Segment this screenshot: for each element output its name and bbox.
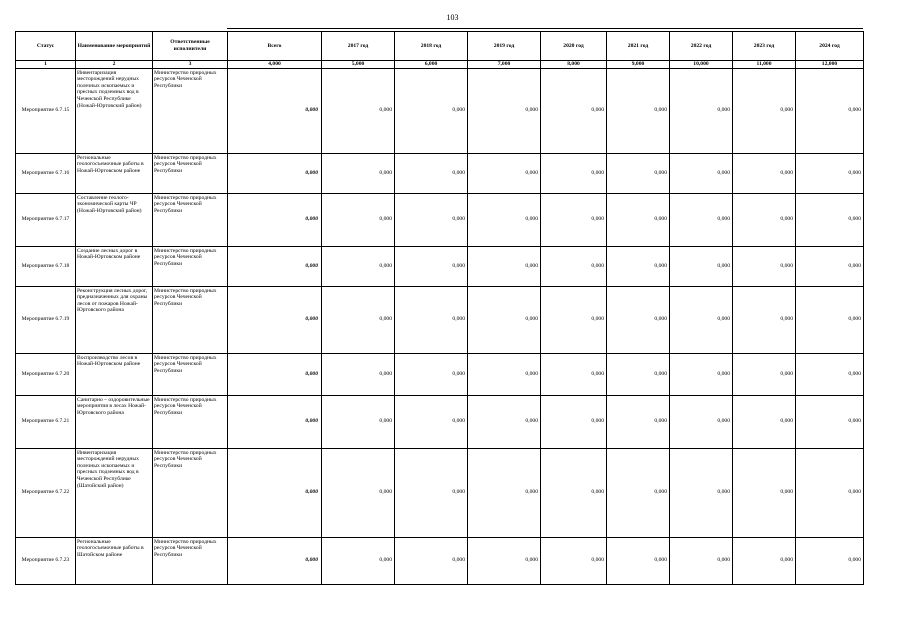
header-year: 2018 год bbox=[395, 32, 468, 61]
row-year-value: 0,000 bbox=[670, 246, 733, 286]
row-total: 0,000 bbox=[228, 448, 322, 537]
row-year-value: 0,000 bbox=[796, 353, 864, 395]
row-year-value: 0,000 bbox=[468, 193, 541, 246]
row-year-value: 0,000 bbox=[670, 448, 733, 537]
row-year-value: 0,000 bbox=[607, 68, 670, 153]
row-year-value: 0,000 bbox=[796, 193, 864, 246]
row-year-value: 0,000 bbox=[468, 68, 541, 153]
table-row bbox=[16, 153, 864, 193]
row-executor: Министерство природных ресурсов Чеченской Республики bbox=[153, 153, 228, 193]
row-year-value: 0,000 bbox=[541, 353, 607, 395]
row-year-value: 0,000 bbox=[733, 448, 796, 537]
header-year: 2017 год bbox=[322, 32, 395, 61]
column-number-row bbox=[16, 61, 864, 69]
row-status: Мероприятие 6.7.21 bbox=[16, 395, 76, 448]
column-number: 11,000 bbox=[733, 61, 796, 69]
row-year-value: 0,000 bbox=[541, 153, 607, 193]
header-executor: Ответственные исполнители bbox=[153, 32, 228, 61]
column-number: 3 bbox=[153, 61, 228, 69]
row-executor: Министерство природных ресурсов Чеченской Республики bbox=[153, 537, 228, 584]
row-year-value: 0,000 bbox=[733, 193, 796, 246]
row-year-value: 0,000 bbox=[796, 537, 864, 584]
row-year-value: 0,000 bbox=[395, 153, 468, 193]
row-executor: Министерство природных ресурсов Чеченской Республики bbox=[153, 246, 228, 286]
row-name: Создание лесных дорог в Ножай-Юртовском районе bbox=[76, 246, 153, 286]
row-year-value: 0,000 bbox=[796, 395, 864, 448]
row-executor: Министерство природных ресурсов Чеченской Республики bbox=[153, 286, 228, 353]
row-executor: Министерство природных ресурсов Чеченской Республики bbox=[153, 193, 228, 246]
row-total: 0,000 bbox=[228, 246, 322, 286]
row-year-value: 0,000 bbox=[468, 395, 541, 448]
row-name: Региональные геологосъемочные работы в Ножай-Юртовском районе bbox=[76, 153, 153, 193]
row-year-value: 0,000 bbox=[395, 286, 468, 353]
row-status: Мероприятие 6.7.20 bbox=[16, 353, 76, 395]
row-year-value: 0,000 bbox=[468, 537, 541, 584]
row-year-value: 0,000 bbox=[395, 395, 468, 448]
row-year-value: 0,000 bbox=[468, 286, 541, 353]
row-year-value: 0,000 bbox=[395, 246, 468, 286]
row-year-value: 0,000 bbox=[541, 448, 607, 537]
row-year-value: 0,000 bbox=[322, 537, 395, 584]
row-status: Мероприятие 6.7.22 bbox=[16, 448, 76, 537]
row-year-value: 0,000 bbox=[607, 537, 670, 584]
header-year: 2021 год bbox=[607, 32, 670, 61]
row-year-value: 0,000 bbox=[607, 286, 670, 353]
row-year-value: 0,000 bbox=[733, 353, 796, 395]
row-total: 0,000 bbox=[228, 286, 322, 353]
header-year: 2020 год bbox=[541, 32, 607, 61]
row-year-value: 0,000 bbox=[607, 193, 670, 246]
row-total: 0,000 bbox=[228, 153, 322, 193]
header-total: Всего bbox=[228, 32, 322, 61]
table-row bbox=[16, 246, 864, 286]
row-status: Мероприятие 6.7.19 bbox=[16, 286, 76, 353]
row-executor: Министерство природных ресурсов Чеченской Республики bbox=[153, 448, 228, 537]
row-year-value: 0,000 bbox=[541, 395, 607, 448]
row-name: Инвентаризация месторождений нерудных полезных ископаемых и пресных подземных вод в Чеченской Республике (Ножай-Юртовский район) bbox=[76, 68, 153, 153]
row-year-value: 0,000 bbox=[322, 193, 395, 246]
table-row bbox=[16, 395, 864, 448]
row-year-value: 0,000 bbox=[796, 246, 864, 286]
row-year-value: 0,000 bbox=[395, 193, 468, 246]
row-executor: Министерство природных ресурсов Чеченской Республики bbox=[153, 68, 228, 153]
row-status: Мероприятие 6.7.15 bbox=[16, 68, 76, 153]
row-name: Составление геолого-экономической карты ЧР (Ножай-Юртовский район) bbox=[76, 193, 153, 246]
row-year-value: 0,000 bbox=[468, 246, 541, 286]
row-year-value: 0,000 bbox=[670, 286, 733, 353]
row-name: Воспроизводство лесов в Ножай-Юртовском районе bbox=[76, 353, 153, 395]
table-row bbox=[16, 448, 864, 537]
row-year-value: 0,000 bbox=[322, 68, 395, 153]
row-year-value: 0,000 bbox=[322, 246, 395, 286]
column-number: 10,000 bbox=[670, 61, 733, 69]
row-year-value: 0,000 bbox=[541, 246, 607, 286]
column-number: 9,000 bbox=[607, 61, 670, 69]
program-table bbox=[15, 31, 864, 585]
row-year-value: 0,000 bbox=[607, 395, 670, 448]
row-year-value: 0,000 bbox=[607, 353, 670, 395]
row-year-value: 0,000 bbox=[395, 353, 468, 395]
row-year-value: 0,000 bbox=[395, 68, 468, 153]
row-year-value: 0,000 bbox=[796, 68, 864, 153]
row-year-value: 0,000 bbox=[468, 353, 541, 395]
row-year-value: 0,000 bbox=[468, 448, 541, 537]
page-number: 103 bbox=[446, 13, 459, 22]
row-year-value: 0,000 bbox=[733, 68, 796, 153]
header-year: 2023 год bbox=[733, 32, 796, 61]
row-year-value: 0,000 bbox=[395, 537, 468, 584]
header-name: Наименование мероприятий bbox=[76, 32, 153, 61]
row-year-value: 0,000 bbox=[733, 153, 796, 193]
row-year-value: 0,000 bbox=[607, 448, 670, 537]
row-year-value: 0,000 bbox=[541, 286, 607, 353]
column-number: 2 bbox=[76, 61, 153, 69]
row-year-value: 0,000 bbox=[670, 353, 733, 395]
row-year-value: 0,000 bbox=[733, 537, 796, 584]
row-year-value: 0,000 bbox=[468, 153, 541, 193]
table-row bbox=[16, 537, 864, 584]
row-year-value: 0,000 bbox=[796, 448, 864, 537]
row-status: Мероприятие 6.7.16 bbox=[16, 153, 76, 193]
column-number: 8,000 bbox=[541, 61, 607, 69]
header-status: Статус bbox=[16, 32, 76, 61]
row-total: 0,000 bbox=[228, 68, 322, 153]
row-status: Мероприятие 6.7.23 bbox=[16, 537, 76, 584]
row-year-value: 0,000 bbox=[322, 286, 395, 353]
table-row bbox=[16, 353, 864, 395]
row-status: Мероприятие 6.7.18 bbox=[16, 246, 76, 286]
row-year-value: 0,000 bbox=[670, 193, 733, 246]
row-total: 0,000 bbox=[228, 395, 322, 448]
row-total: 0,000 bbox=[228, 193, 322, 246]
row-name: Инвентаризация месторождений нерудных полезных ископаемых и пресных подземных вод в Чеченской Республике (Шатойский район) bbox=[76, 448, 153, 537]
row-year-value: 0,000 bbox=[733, 395, 796, 448]
row-year-value: 0,000 bbox=[322, 353, 395, 395]
table-body bbox=[16, 68, 864, 584]
row-name: Реконструкция лесных дорог, предназначенных для охраны лесов от пожаров Ножай-Юртовского района bbox=[76, 286, 153, 353]
row-year-value: 0,000 bbox=[670, 395, 733, 448]
row-year-value: 0,000 bbox=[395, 448, 468, 537]
column-number: 12,000 bbox=[796, 61, 864, 69]
row-year-value: 0,000 bbox=[607, 246, 670, 286]
row-total: 0,000 bbox=[228, 537, 322, 584]
row-executor: Министерство природных ресурсов Чеченской Республики bbox=[153, 353, 228, 395]
row-status: Мероприятие 6.7.17 bbox=[16, 193, 76, 246]
header-year: 2019 год bbox=[468, 32, 541, 61]
row-executor: Министерство природных ресурсов Чеченской Республики bbox=[153, 395, 228, 448]
row-year-value: 0,000 bbox=[322, 395, 395, 448]
row-year-value: 0,000 bbox=[670, 68, 733, 153]
row-year-value: 0,000 bbox=[322, 153, 395, 193]
row-year-value: 0,000 bbox=[796, 153, 864, 193]
row-year-value: 0,000 bbox=[607, 153, 670, 193]
table-row bbox=[16, 193, 864, 246]
column-number: 5,000 bbox=[322, 61, 395, 69]
column-number: 4,000 bbox=[228, 61, 322, 69]
row-year-value: 0,000 bbox=[796, 286, 864, 353]
header-year: 2024 год bbox=[796, 32, 864, 61]
row-year-value: 0,000 bbox=[541, 68, 607, 153]
row-name: Региональные геологосъемочные работы в Шатойском районе bbox=[76, 537, 153, 584]
column-number: 6,000 bbox=[395, 61, 468, 69]
row-total: 0,000 bbox=[228, 353, 322, 395]
column-number: 1 bbox=[16, 61, 76, 69]
row-year-value: 0,000 bbox=[541, 193, 607, 246]
column-number: 7,000 bbox=[468, 61, 541, 69]
row-year-value: 0,000 bbox=[670, 537, 733, 584]
row-name: Санитарно – оздоровительные мероприятия в лесах Ножай-Юртовского района bbox=[76, 395, 153, 448]
table-row bbox=[16, 286, 864, 353]
row-year-value: 0,000 bbox=[541, 537, 607, 584]
row-year-value: 0,000 bbox=[733, 286, 796, 353]
table-row bbox=[16, 68, 864, 153]
row-year-value: 0,000 bbox=[670, 153, 733, 193]
header-rule bbox=[227, 28, 863, 29]
header-row bbox=[16, 32, 864, 61]
header-year: 2022 год bbox=[670, 32, 733, 61]
row-year-value: 0,000 bbox=[733, 246, 796, 286]
row-year-value: 0,000 bbox=[322, 448, 395, 537]
